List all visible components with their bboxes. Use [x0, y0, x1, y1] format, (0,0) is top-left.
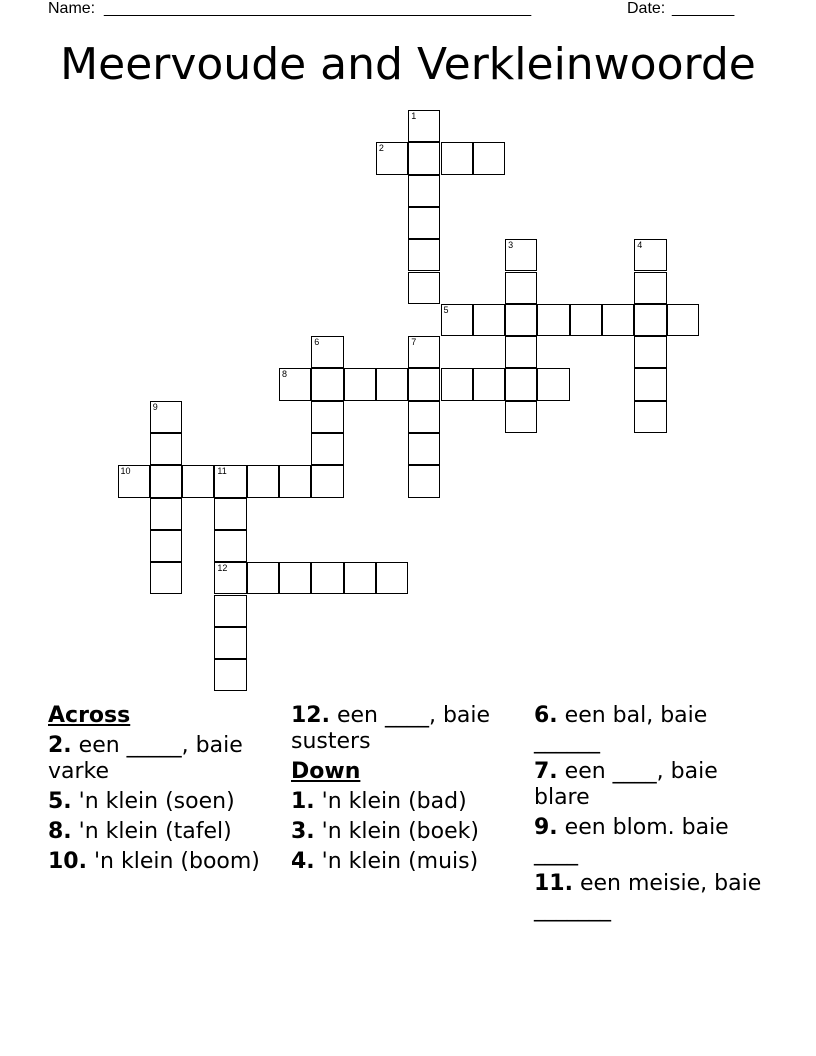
crossword-cell[interactable] [214, 627, 246, 659]
crossword-cell[interactable] [311, 368, 343, 400]
page-title: Meervoude and Verkleinwoorde [60, 39, 756, 90]
clue-down-11 [534, 871, 769, 923]
crossword-cell[interactable] [408, 433, 440, 465]
cell-number: 4 [637, 240, 643, 251]
cell-number: 7 [411, 337, 417, 348]
crossword-cell[interactable] [441, 304, 473, 336]
clue-text: een bal, baie ______ [534, 703, 708, 754]
crossword-cell[interactable] [214, 595, 246, 627]
crossword-cell[interactable] [214, 465, 246, 497]
crossword-cell[interactable] [311, 465, 343, 497]
cell-number: 9 [152, 401, 158, 412]
crossword-cell[interactable] [634, 239, 666, 271]
crossword-cell[interactable] [537, 304, 569, 336]
cell-number: 5 [443, 304, 449, 315]
crossword-cell[interactable] [505, 368, 537, 400]
clue-down-3 [291, 819, 516, 845]
clue-text: een ____, baie blare [534, 759, 718, 810]
clue-number: 9. [534, 815, 558, 840]
crossword-cell[interactable] [376, 142, 408, 174]
crossword-cell[interactable] [634, 304, 666, 336]
crossword-cell[interactable] [408, 465, 440, 497]
crossword-cell[interactable] [214, 498, 246, 530]
crossword-cell[interactable] [602, 304, 634, 336]
crossword-cell[interactable] [214, 659, 246, 691]
crossword-cell[interactable] [344, 368, 376, 400]
clue-text: 'n klein (boom) [86, 849, 260, 874]
clue-text: een _____, baie varke [48, 733, 243, 784]
clue-text: 'n klein (soen) [71, 789, 235, 814]
crossword-cell[interactable] [570, 304, 602, 336]
crossword-cell[interactable] [408, 272, 440, 304]
crossword-cell[interactable] [505, 336, 537, 368]
clue-column-2 [291, 703, 516, 875]
crossword-cell[interactable] [247, 465, 279, 497]
crossword-cell[interactable] [408, 142, 440, 174]
cell-number: 3 [508, 240, 514, 251]
clue-number: 5. [48, 789, 72, 814]
clue-number: 11. [534, 871, 573, 896]
crossword-cell[interactable] [247, 562, 279, 594]
crossword-cell[interactable] [441, 142, 473, 174]
clue-down-6 [534, 703, 769, 755]
clue-number: 2. [48, 733, 72, 758]
crossword-cell[interactable] [408, 207, 440, 239]
clue-number: 4. [291, 849, 315, 874]
date-field-line[interactable]: _______ [672, 0, 735, 17]
crossword-cell[interactable] [634, 368, 666, 400]
clue-down-7 [534, 759, 769, 811]
clue-number: 7. [534, 759, 558, 784]
crossword-cell[interactable] [279, 562, 311, 594]
cell-number: 6 [314, 337, 320, 348]
cell-number: 10 [120, 466, 131, 477]
crossword-cell[interactable] [473, 142, 505, 174]
crossword-cell[interactable] [408, 110, 440, 142]
clue-text: 'n klein (bad) [314, 789, 467, 814]
crossword-cell[interactable] [505, 272, 537, 304]
date-label: Date: [627, 0, 666, 17]
crossword-cell[interactable] [311, 562, 343, 594]
crossword-cell[interactable] [473, 368, 505, 400]
clue-text: 'n klein (boek) [314, 819, 479, 844]
crossword-cell[interactable] [182, 465, 214, 497]
clue-text: een meisie, baie _______ [534, 871, 762, 922]
clue-text: 'n klein (muis) [314, 849, 479, 874]
cell-number: 8 [282, 369, 288, 380]
across-heading: Across [48, 703, 131, 728]
clue-text: 'n klein (tafel) [71, 819, 232, 844]
crossword-cell[interactable] [279, 368, 311, 400]
crossword-cell[interactable] [150, 562, 182, 594]
crossword-cell[interactable] [279, 465, 311, 497]
crossword-cell[interactable] [150, 465, 182, 497]
crossword-cell[interactable] [505, 239, 537, 271]
crossword-cell[interactable] [505, 401, 537, 433]
clue-number: 6. [534, 703, 558, 728]
clue-text: een ____, baie susters [291, 703, 491, 754]
crossword-cell[interactable] [150, 401, 182, 433]
clue-down-1 [291, 789, 516, 815]
crossword-cell[interactable] [214, 562, 246, 594]
clue-number: 10. [48, 849, 87, 874]
clue-number: 3. [291, 819, 315, 844]
clue-text: een blom. baie ____ [534, 815, 729, 866]
clue-number: 8. [48, 819, 72, 844]
name-label: Name: [48, 0, 96, 17]
crossword-cell[interactable] [344, 562, 376, 594]
crossword-cell[interactable] [408, 239, 440, 271]
cell-number: 1 [411, 111, 417, 121]
name-field-line[interactable]: ________________________________________________ [104, 0, 532, 17]
clue-across-10 [48, 849, 273, 875]
crossword-cell[interactable] [376, 562, 408, 594]
crossword-cell[interactable] [150, 498, 182, 530]
crossword-cell[interactable] [634, 401, 666, 433]
crossword-cell[interactable] [311, 336, 343, 368]
clue-number: 12. [291, 703, 330, 728]
crossword-cell[interactable] [634, 336, 666, 368]
cell-number: 2 [378, 143, 384, 154]
crossword-cell[interactable] [214, 530, 246, 562]
crossword-cell[interactable] [376, 368, 408, 400]
clue-down-9 [534, 815, 769, 867]
clue-down-4 [291, 849, 516, 875]
crossword-cell[interactable] [408, 336, 440, 368]
down-heading: Down [291, 759, 361, 784]
crossword-cell[interactable] [441, 368, 473, 400]
clue-column-3 [534, 703, 769, 923]
crossword-cell[interactable] [634, 272, 666, 304]
clue-across-8 [48, 819, 273, 845]
cell-number: 12 [217, 563, 228, 574]
crossword-cell[interactable] [537, 368, 569, 400]
crossword-cell[interactable] [311, 433, 343, 465]
crossword-cell[interactable] [150, 433, 182, 465]
crossword-cell[interactable] [505, 304, 537, 336]
crossword-cell[interactable] [118, 465, 150, 497]
crossword-cell[interactable] [408, 175, 440, 207]
clue-across-2 [48, 733, 273, 785]
crossword-cell[interactable] [408, 401, 440, 433]
crossword-cell[interactable] [667, 304, 699, 336]
crossword-cell[interactable] [311, 401, 343, 433]
crossword-cell[interactable] [408, 368, 440, 400]
clue-across-12 [291, 703, 516, 755]
crossword-cell[interactable] [150, 530, 182, 562]
clue-across-5 [48, 789, 273, 815]
clue-column-1 [48, 703, 273, 875]
crossword-cell[interactable] [473, 304, 505, 336]
clue-number: 1. [291, 789, 315, 814]
cell-number: 11 [217, 466, 227, 477]
